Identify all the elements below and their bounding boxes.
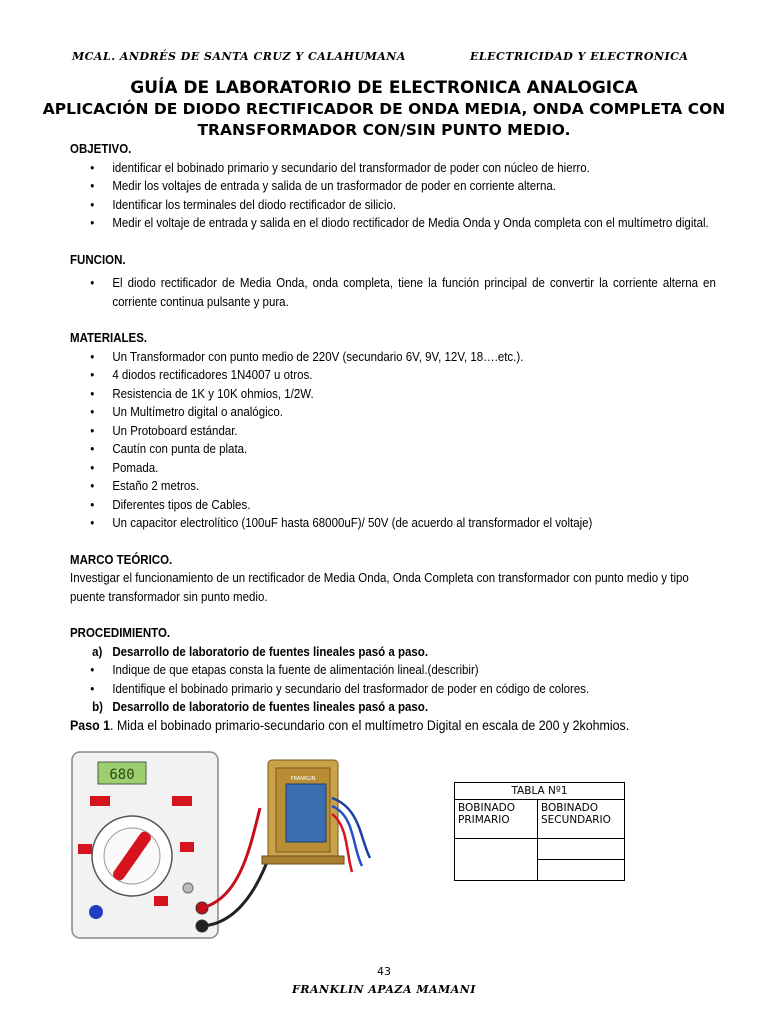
- list-item: • El diodo rectificador de Media Onda, onda completa, tiene la función principal de convertir la corriente alterna en corriente continua pulsante y pura.: [112, 274, 716, 311]
- list-item: • Un Transformador con punto medio de 220V (secundario 6V, 9V, 12V, 18….etc.).: [112, 348, 716, 367]
- step-a-label: a): [92, 644, 103, 659]
- col-secundario: BOBINADO SECUNDARIO: [538, 800, 625, 839]
- list-item: • Un Multímetro digital o analógico.: [112, 403, 716, 422]
- cell-primario: [455, 839, 538, 881]
- list-item: • Identifique el bobinado primario y secundario del trasformador de poder en código de colores.: [112, 680, 716, 699]
- step-a: [92, 643, 716, 662]
- page-subtitle: APLICACIÓN DE DIODO RECTIFICADOR DE ONDA MEDIA, ONDA COMPLETA CON TRANSFORMADOR CON/SIN PUNTO MEDIO.: [42, 100, 726, 139]
- paso-1-label: Paso 1: [70, 717, 111, 733]
- blue-knob: [89, 905, 103, 919]
- measurement-figure: [70, 748, 430, 944]
- display-reading: 680: [109, 767, 135, 783]
- step-b: [92, 698, 716, 717]
- list-item: • Estaño 2 metros.: [112, 477, 716, 496]
- step-a-text: Desarrollo de laboratorio de fuentes lineales pasó a paso.: [112, 644, 429, 659]
- list-item: • Un capacitor electrolítico (100uF hasta 68000uF)/ 50V (de acuerdo al transformador el voltaje): [112, 514, 716, 533]
- table-title: TABLA Nº1: [455, 783, 625, 800]
- list-item: • Un Protoboard estándar.: [112, 422, 716, 441]
- marco-text: Investigar el funcionamiento de un rectificador de Media Onda, Onda Completa con transformador con punto medio y tipo puente transformador sin punto medio.: [70, 571, 689, 604]
- footer-author: FRANKLIN APAZA MAMANI: [292, 983, 476, 996]
- marco-heading: MARCO TEÓRICO.: [70, 552, 173, 567]
- list-item: • 4 diodos rectificadores 1N4007 u otros.: [112, 366, 716, 385]
- list-item: • Medir los voltajes de entrada y salida de un trasformador de poder en corriente alterna.: [112, 177, 716, 196]
- header-school: MCAL. ANDRÉS DE SANTA CRUZ Y CALAHUMANA: [72, 50, 406, 63]
- procedimiento-heading: PROCEDIMIENTO.: [70, 626, 171, 640]
- transformer-brand: FRANKLIN: [290, 776, 316, 782]
- step-a-list: [70, 661, 716, 698]
- col-primario: BOBINADO PRIMARIO: [455, 800, 538, 839]
- header-subject: ELECTRICIDAD Y ELECTRONICA: [470, 50, 689, 63]
- objetivo-heading: OBJETIVO.: [70, 142, 132, 156]
- funcion-list: [70, 274, 716, 311]
- materiales-list: [70, 348, 716, 533]
- objetivo-list: [70, 159, 716, 233]
- list-item: • Medir el voltaje de entrada y salida en el diodo rectificador de Media Onda y Onda completa con el multímetro digital.: [112, 214, 716, 233]
- list-item: • identificar el bobinado primario y secundario del transformador de poder con núcleo de hierro.: [112, 159, 716, 178]
- cell-secundario-2: [538, 860, 625, 881]
- document-body: [70, 140, 716, 735]
- paso-1-text: . Mida el bobinado primario-secundario con el multímetro Digital en escala de 200 y 2kohmios.: [110, 717, 630, 733]
- page-title: GUÍA DE LABORATORIO DE ELECTRONICA ANALOGICA: [130, 78, 638, 98]
- funcion-heading: FUNCION.: [70, 252, 126, 267]
- tabla-1: [454, 782, 625, 881]
- list-item: • Identificar los terminales del diodo rectificador de silicio.: [112, 196, 716, 215]
- page-number: 43: [377, 965, 391, 978]
- materiales-heading: MATERIALES.: [70, 331, 148, 345]
- step-b-label: b): [92, 700, 103, 714]
- paso-1: [70, 717, 716, 736]
- list-item: • Cautín con punta de plata.: [112, 440, 716, 459]
- list-item: • Diferentes tipos de Cables.: [112, 496, 716, 515]
- list-item: • Pomada.: [112, 459, 716, 478]
- step-b-text: Desarrollo de laboratorio de fuentes lineales pasó a paso.: [112, 700, 429, 714]
- list-item: • Indique de que etapas consta la fuente de alimentación lineal.(describir): [112, 661, 716, 680]
- list-item: • Resistencia de 1K y 10K ohmios, 1/2W.: [112, 385, 716, 404]
- cell-secundario-1: [538, 839, 625, 860]
- transformer: [262, 760, 370, 872]
